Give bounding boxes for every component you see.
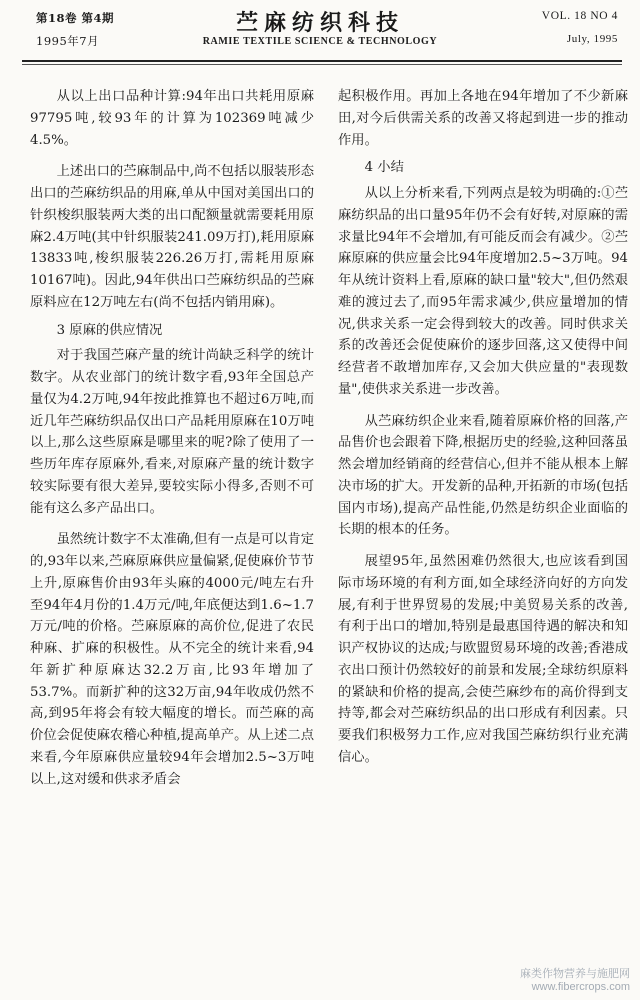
paragraph: 从以上出口品种计算:94年出口共耗用原麻97795吨,较93年的计算为102369吨减少4.5%。 <box>30 89 314 148</box>
paragraph: 对于我国苎麻产量的统计尚缺乏科学的统计数字。从农业部门的统计数字看,93年全国总产量仅为4.2万吨,94年按此推算也不超过6万吨,而近几年苎麻纺织品仅出口产品耗用原麻在10万吨以上,那么这些原麻是哪里来的呢?除了使用了一些历年库存原麻外,看来,对原麻产量的统计数字较实际要有很大差异,要较实际小得多,否则不可能有这么多产品出口。 <box>30 348 314 516</box>
right-column <box>338 86 628 769</box>
left-column <box>30 86 314 790</box>
issue-date-en: July, 1995 <box>566 33 618 45</box>
volume-number: VOL. 18 NO 4 <box>541 10 618 22</box>
journal-title-cn: 苎麻纺织科技 <box>235 10 404 36</box>
paragraph: 从苎麻纺织企业来看,随着原麻价格的回落,产品售价也会跟着下降,根据历史的经验,这种回落虽然会增加经销商的经营信心,但并不能从根本上解决市场的扩大。开发新的品种,开拓新的市场(包括国内市场),提高产品性能,仍然是纺织企业面临的长期的根本的任务。 <box>338 413 628 538</box>
journal-title-en: RAMIE TEXTILE SCIENCE & TECHNOLOGY <box>202 36 438 47</box>
paragraph: 展望95年,虽然困难仍然很大,也应该看到国际市场环境的有利方面,如全球经济向好的方向发展,有利于世界贸易的发展;中美贸易关系的改善,有利于出口的增加,特别是最惠国待遇的解决和知识产权协议的达成;与欧盟贸易环境的改善;香港成衣出口预计仍然较好的前景和发展;全球纺织原料的紧缺和价格的提高,会使苎麻纱布的高价得到支持等,都会对苎麻纺织品的出口形成有利因素。只要我们积极努力工作,应对我国苎麻纺织行业充满信心。 <box>338 554 628 765</box>
issue-date-cn: 1995年7月 <box>36 34 100 48</box>
paragraph: 虽然统计数字不太准确,但有一点是可以肯定的,93年以来,苎麻原麻供应量偏紧,促使麻价节节上升,原麻售价由93年头麻的4000元/吨左右升至94年4月份的1.4万元/吨,年底便达到1.6~1.7万元/吨的价格。苎麻原麻的高价位,促进了农民种麻、扩麻的积极性。从不完全的统计来看,94年新扩种原麻达32.2万亩,比93年增加了53.7%。而新扩种的这32万亩,94年收成仍然不高,到95年将会有较大幅度的增长。而苎麻的高价位会促使麻农稽心种植,提高单产。从上述二点来看,今年原麻供应量较94年会增加2.5~3万吨以上,这对缓和供求矛盾会 <box>30 532 314 787</box>
section-heading: 4 小结 <box>364 160 404 176</box>
watermark-line: 麻类作物营养与施肥网 <box>520 968 630 980</box>
paragraph: 上述出口的苎麻制品中,尚不包括以服装形态出口的苎麻纺织品的用麻,单从中国对美国出口的针织梭织服装两大类的出口配额量就需要耗用原麻2.4万吨(其中针织服装241.09万打),耗用原麻13833吨,梭织服装226.26万打,需耗用原麻10167吨)。因此,94年供出口苎麻纺织品的苎麻原料应在12万吨左右(尚不包括内销用麻)。 <box>30 164 314 310</box>
paragraph: 起积极作用。再加上各地在94年增加了不少新麻田,对今后供需关系的改善又将起到进一步的推动作用。 <box>338 89 628 148</box>
section-heading: 3 原麻的供应情况 <box>56 322 163 338</box>
paragraph: 从以上分析来看,下列两点是较为明确的:①苎麻纺织品的出口量95年仍不会有好转,对原麻的需求量比94年不会增加,有可能反而会有减少。②苎麻原麻的供应量会比94年度增加2.5~3万吨。94年从统计资料上看,原麻的缺口量"较大",但仍然艰难的渡过去了,而95年需求减少,供应量增加的情况,供求关系一定会得到较大的改善。同时供求关系的改善还会促使麻价的逐步回落,这又使得中间经营者不敢增加库存,又会加大供应量的"表现数量",使供求关系进一步改善。 <box>338 186 628 397</box>
header-rule <box>22 60 622 62</box>
watermark <box>520 968 630 994</box>
page-header <box>0 0 640 78</box>
watermark-url: www.fibercrops.com <box>531 981 630 993</box>
header-rule-thin <box>22 64 622 65</box>
issue-number: 第18卷 第4期 <box>36 11 115 25</box>
